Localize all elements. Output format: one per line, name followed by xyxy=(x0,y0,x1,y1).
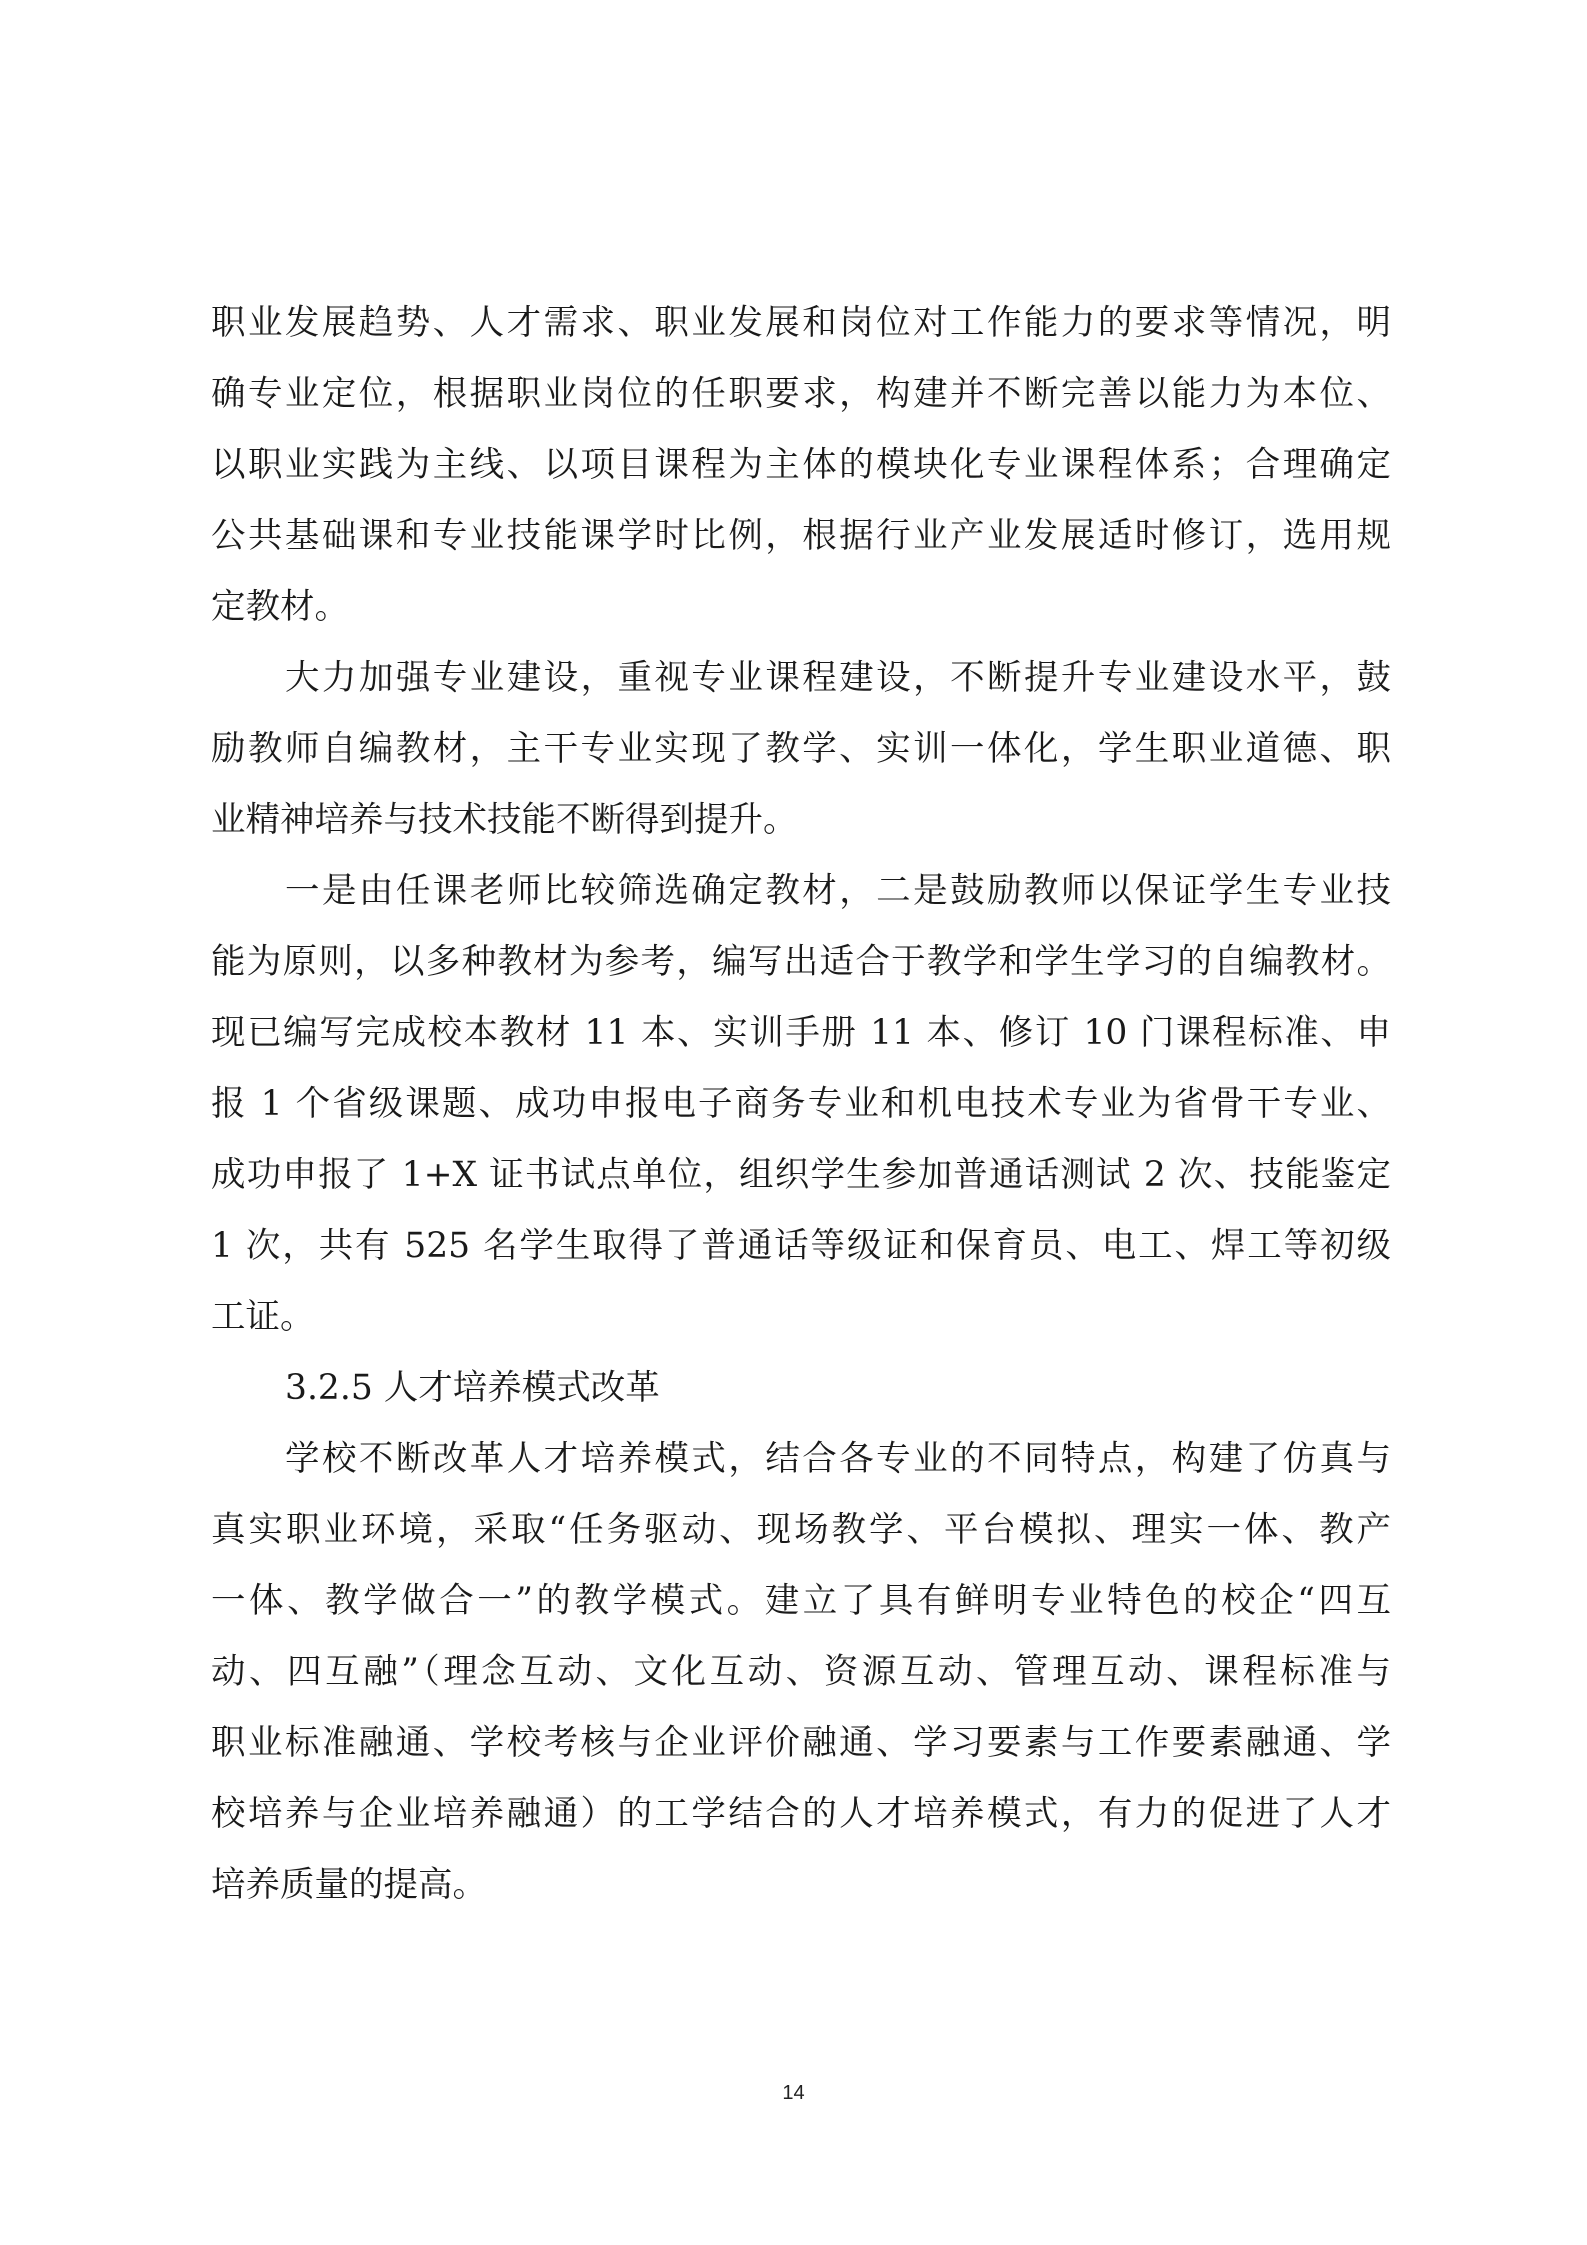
text-line: 业精神培养与技术技能不断得到提升。 xyxy=(211,800,798,840)
text-line: 学校不断改革人才培养模式，结合各专业的不同特点，构建了仿真与 xyxy=(285,1439,1391,1479)
section-heading: 3.2.5 人才培养模式改革 xyxy=(285,1368,660,1408)
text-line: 能为原则，以多种教材为参考，编写出适合于教学和学生学习的自编教材。 xyxy=(211,942,1391,982)
text-line: 大力加强专业建设，重视专业课程建设，不断提升专业建设水平，鼓 xyxy=(285,658,1391,698)
text-line: 培养质量的提高。 xyxy=(211,1865,487,1905)
text-line: 校培养与企业培养融通）的工学结合的人才培养模式，有力的促进了人才 xyxy=(211,1794,1391,1834)
text-line: 成功申报了 1+X 证书试点单位，组织学生参加普通话测试 2 次、技能鉴定 xyxy=(211,1155,1391,1195)
text-line: 定教材。 xyxy=(211,587,349,627)
text-line: 公共基础课和专业技能课学时比例，根据行业产业发展适时修订，选用规 xyxy=(211,516,1391,556)
text-line: 确专业定位，根据职业岗位的任职要求，构建并不断完善以能力为本位、 xyxy=(211,374,1391,414)
text-line: 现已编写完成校本教材 11 本、实训手册 11 本、修订 10 门课程标准、申 xyxy=(211,1013,1391,1053)
text-line: 职业标准融通、学校考核与企业评价融通、学习要素与工作要素融通、学 xyxy=(211,1723,1391,1763)
text-line: 真实职业环境，采取“任务驱动、现场教学、平台模拟、理实一体、教产 xyxy=(211,1510,1391,1550)
text-line: 报 1 个省级课题、成功申报电子商务专业和机电技术专业为省骨干专业、 xyxy=(211,1084,1391,1124)
text-line: 励教师自编教材，主干专业实现了教学、实训一体化，学生职业道德、职 xyxy=(211,729,1391,769)
text-line: 动、四互融”（理念互动、文化互动、资源互动、管理互动、课程标准与 xyxy=(211,1652,1391,1692)
text-line: 工证。 xyxy=(211,1297,315,1337)
text-line: 一是由任课老师比较筛选确定教材，二是鼓励教师以保证学生专业技 xyxy=(285,871,1391,911)
text-line: 1 次，共有 525 名学生取得了普通话等级证和保育员、电工、焊工等初级 xyxy=(211,1226,1391,1266)
text-line: 一体、教学做合一”的教学模式。建立了具有鲜明专业特色的校企“四互 xyxy=(211,1581,1391,1621)
text-line: 以职业实践为主线、以项目课程为主体的模块化专业课程体系；合理确定 xyxy=(211,445,1391,485)
text-line: 职业发展趋势、人才需求、职业发展和岗位对工作能力的要求等情况，明 xyxy=(211,303,1391,343)
page-number: 14 xyxy=(782,2082,805,2104)
